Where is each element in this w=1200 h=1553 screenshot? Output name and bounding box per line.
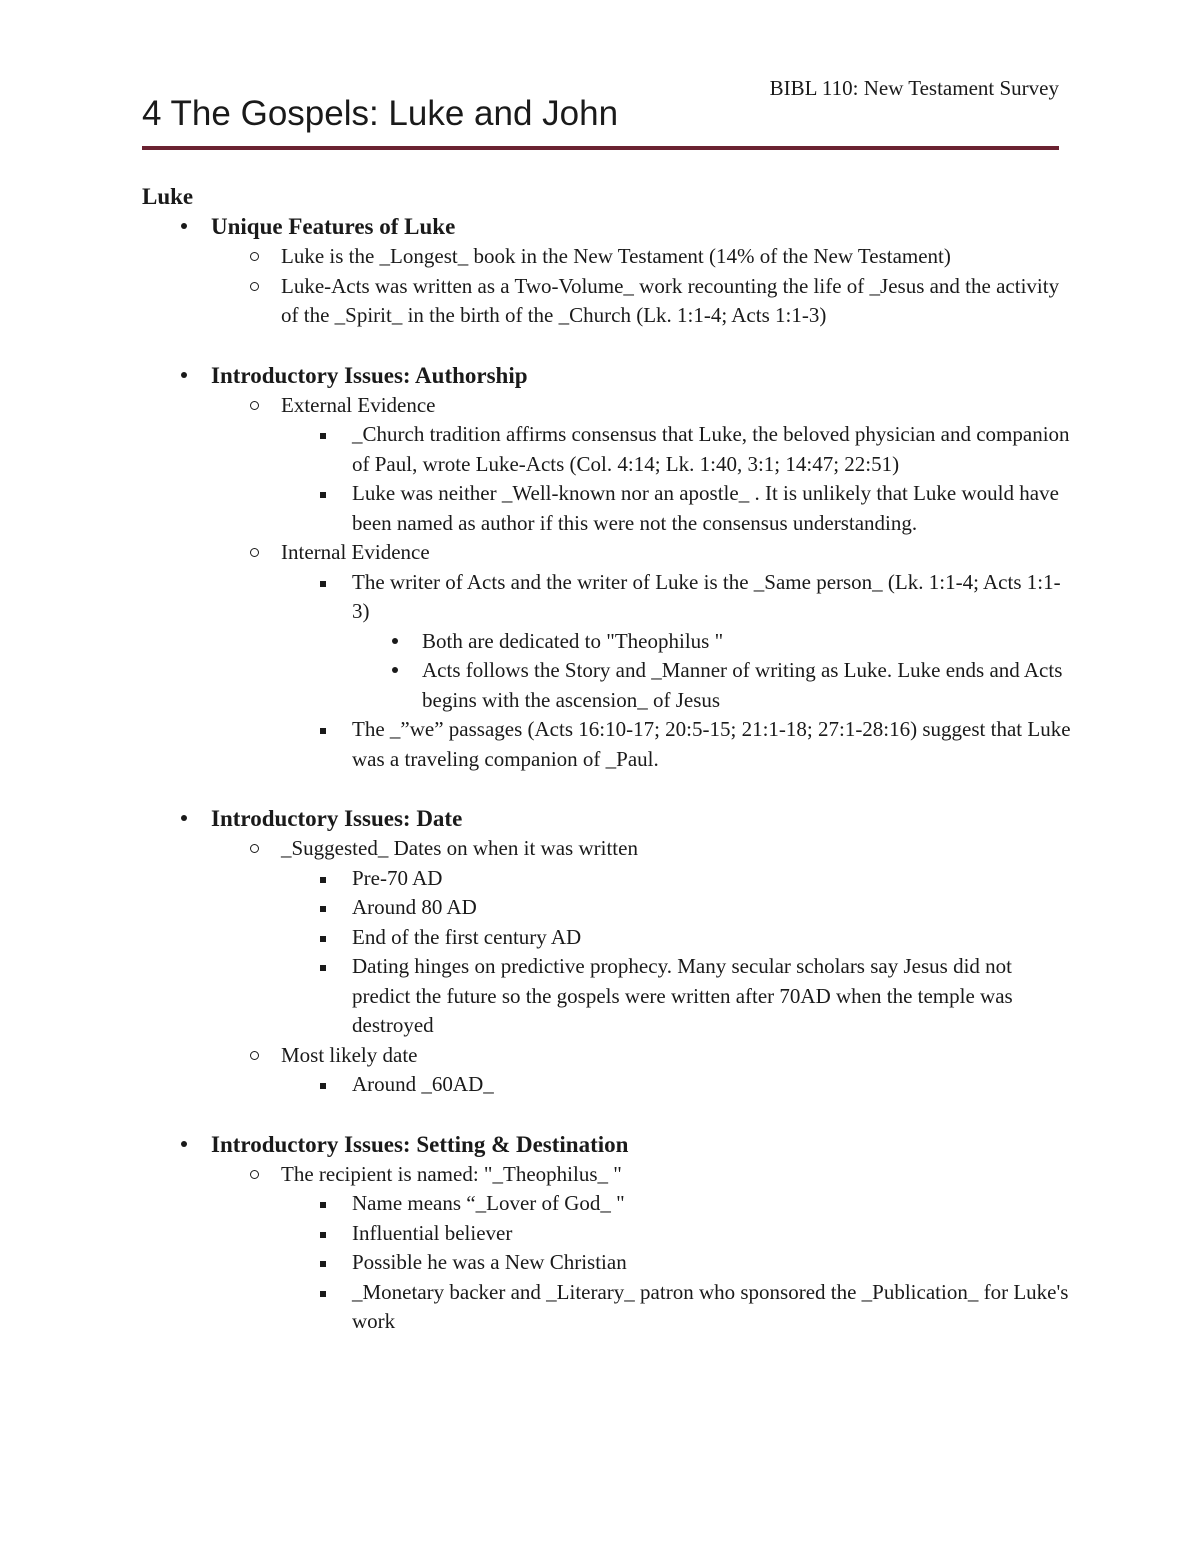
sub-item-text: End of the first century AD bbox=[352, 924, 582, 949]
sub-item-text: The _”we” passages (Acts 16:10-17; 20:5-15; 21:1-18; 27:1-28:16) suggest that Luke was a traveling companion of _Paul. bbox=[352, 717, 1071, 771]
square-bullet-icon bbox=[320, 1291, 326, 1297]
sub-item bbox=[281, 715, 1072, 774]
item-text: Internal Evidence bbox=[281, 540, 430, 564]
sub-item-text: _Monetary backer and _Literary_ patron who sponsored the _Publication_ for Luke's work bbox=[352, 1279, 1069, 1333]
dot-bullet-icon bbox=[392, 667, 398, 673]
sub-item-text: Around _60AD_ bbox=[352, 1072, 494, 1096]
title-underline bbox=[142, 146, 1059, 150]
section-label: Luke bbox=[142, 184, 194, 209]
bullet-icon bbox=[181, 1141, 187, 1147]
topic-items bbox=[211, 834, 1072, 1100]
sub-sub-list bbox=[352, 627, 1072, 716]
list-item bbox=[211, 1160, 1072, 1337]
list-item bbox=[211, 1041, 1072, 1100]
sub-item bbox=[281, 420, 1072, 479]
page-title: 4 The Gospels: Luke and John bbox=[142, 94, 619, 133]
list-item bbox=[211, 834, 1072, 1041]
sub-sub-item bbox=[352, 627, 1072, 657]
bullet-icon bbox=[181, 223, 187, 229]
sub-item-text: Pre-70 AD bbox=[352, 865, 443, 890]
bullet-icon bbox=[181, 815, 187, 821]
topic-heading: Introductory Issues: Setting & Destination bbox=[211, 1131, 629, 1157]
sub-list bbox=[281, 1189, 1072, 1337]
topic-items bbox=[211, 391, 1072, 775]
sub-item bbox=[281, 893, 1072, 923]
item-text: Luke-Acts was written as a Two-Volume_ work recounting the life of _Jesus and the activity of the _Spirit_ in the birth of the _Church (Lk. 1:1-4; Acts 1:1-3) bbox=[281, 273, 1060, 327]
topic-authorship bbox=[142, 361, 1072, 775]
notes-body bbox=[142, 182, 1072, 1367]
sub-list bbox=[281, 568, 1072, 775]
topic-items bbox=[211, 242, 1072, 331]
sub-list bbox=[281, 864, 1072, 1041]
sub-item bbox=[281, 1070, 1072, 1100]
sub-item bbox=[281, 1248, 1072, 1278]
item-text: The recipient is named: "_Theophilus_ " bbox=[281, 1161, 622, 1186]
sub-item-text: Influential believer bbox=[352, 1220, 513, 1245]
list-item bbox=[211, 242, 1072, 272]
sub-sub-item-text: Both are dedicated to "Theophilus " bbox=[422, 628, 724, 653]
topic-date bbox=[142, 804, 1072, 1100]
square-bullet-icon bbox=[320, 877, 326, 883]
sub-item-text: Around 80 AD bbox=[352, 895, 477, 919]
sub-item-text: _Church tradition affirms consensus that Luke, the beloved physician and companion of Paul, wrote Luke-Acts (Col. 4:14; Lk. 1:40, 3:1; 14:47; 22:51) bbox=[352, 422, 1070, 476]
square-bullet-icon bbox=[320, 492, 326, 498]
square-bullet-icon bbox=[320, 1202, 326, 1208]
topic-list bbox=[142, 212, 1072, 1337]
item-text: Luke is the _Longest_ book in the New Testament (14% of the New Testament) bbox=[281, 244, 951, 268]
circle-bullet-icon bbox=[250, 401, 259, 410]
square-bullet-icon bbox=[320, 936, 326, 942]
sub-item bbox=[281, 923, 1072, 953]
sub-list bbox=[281, 1070, 1072, 1100]
item-text: _Suggested_ Dates on when it was written bbox=[281, 836, 638, 860]
sub-sub-item-text: Acts follows the Story and _Manner of writing as Luke. Luke ends and Acts begins with the ascension_ of Jesus bbox=[422, 658, 1063, 712]
sub-item bbox=[281, 1219, 1072, 1249]
list-item bbox=[211, 538, 1072, 774]
topic-unique-features bbox=[142, 212, 1072, 331]
square-bullet-icon bbox=[320, 728, 326, 734]
circle-bullet-icon bbox=[250, 548, 259, 557]
circle-bullet-icon bbox=[250, 282, 259, 291]
square-bullet-icon bbox=[320, 1083, 326, 1089]
sub-item-text: Name means “_Lover of God_ " bbox=[352, 1191, 625, 1215]
sub-item bbox=[281, 1189, 1072, 1219]
bullet-icon bbox=[181, 372, 187, 378]
square-bullet-icon bbox=[320, 581, 326, 587]
circle-bullet-icon bbox=[250, 252, 259, 261]
sub-item-text: The writer of Acts and the writer of Luke is the _Same person_ (Lk. 1:1-4; Acts 1:1-3) bbox=[352, 569, 1061, 623]
item-text: Most likely date bbox=[281, 1042, 418, 1067]
item-text: External Evidence bbox=[281, 392, 436, 417]
topic-heading: Introductory Issues: Date bbox=[211, 806, 463, 831]
circle-bullet-icon bbox=[250, 1170, 259, 1179]
square-bullet-icon bbox=[320, 965, 326, 971]
sub-item bbox=[281, 952, 1072, 1041]
square-bullet-icon bbox=[320, 1232, 326, 1238]
list-item bbox=[211, 272, 1072, 331]
topic-heading: Introductory Issues: Authorship bbox=[211, 362, 528, 388]
topic-heading: Unique Features of Luke bbox=[211, 214, 456, 239]
circle-bullet-icon bbox=[250, 1051, 259, 1060]
course-header: BIBL 110: New Testament Survey bbox=[769, 76, 1059, 100]
square-bullet-icon bbox=[320, 1261, 326, 1267]
topic-items bbox=[211, 1160, 1072, 1337]
sub-sub-item bbox=[352, 656, 1072, 715]
sub-item-text: Luke was neither _Well-known nor an apostle_ . It is unlikely that Luke would have been named as author if this were not the consensus understanding. bbox=[352, 481, 1059, 535]
dot-bullet-icon bbox=[392, 638, 398, 644]
list-item bbox=[211, 391, 1072, 539]
sub-item bbox=[281, 1278, 1072, 1337]
circle-bullet-icon bbox=[250, 844, 259, 853]
square-bullet-icon bbox=[320, 906, 326, 912]
topic-setting-destination bbox=[142, 1130, 1072, 1337]
sub-item bbox=[281, 864, 1072, 894]
sub-item-text: Possible he was a New Christian bbox=[352, 1250, 627, 1274]
sub-item bbox=[281, 479, 1072, 538]
sub-item bbox=[281, 568, 1072, 716]
square-bullet-icon bbox=[320, 433, 326, 439]
sub-list bbox=[281, 420, 1072, 538]
sub-item-text: Dating hinges on predictive prophecy. Many secular scholars say Jesus did not predict the future so the gospels were written after 70AD when the temple was destroyed bbox=[352, 954, 1013, 1037]
